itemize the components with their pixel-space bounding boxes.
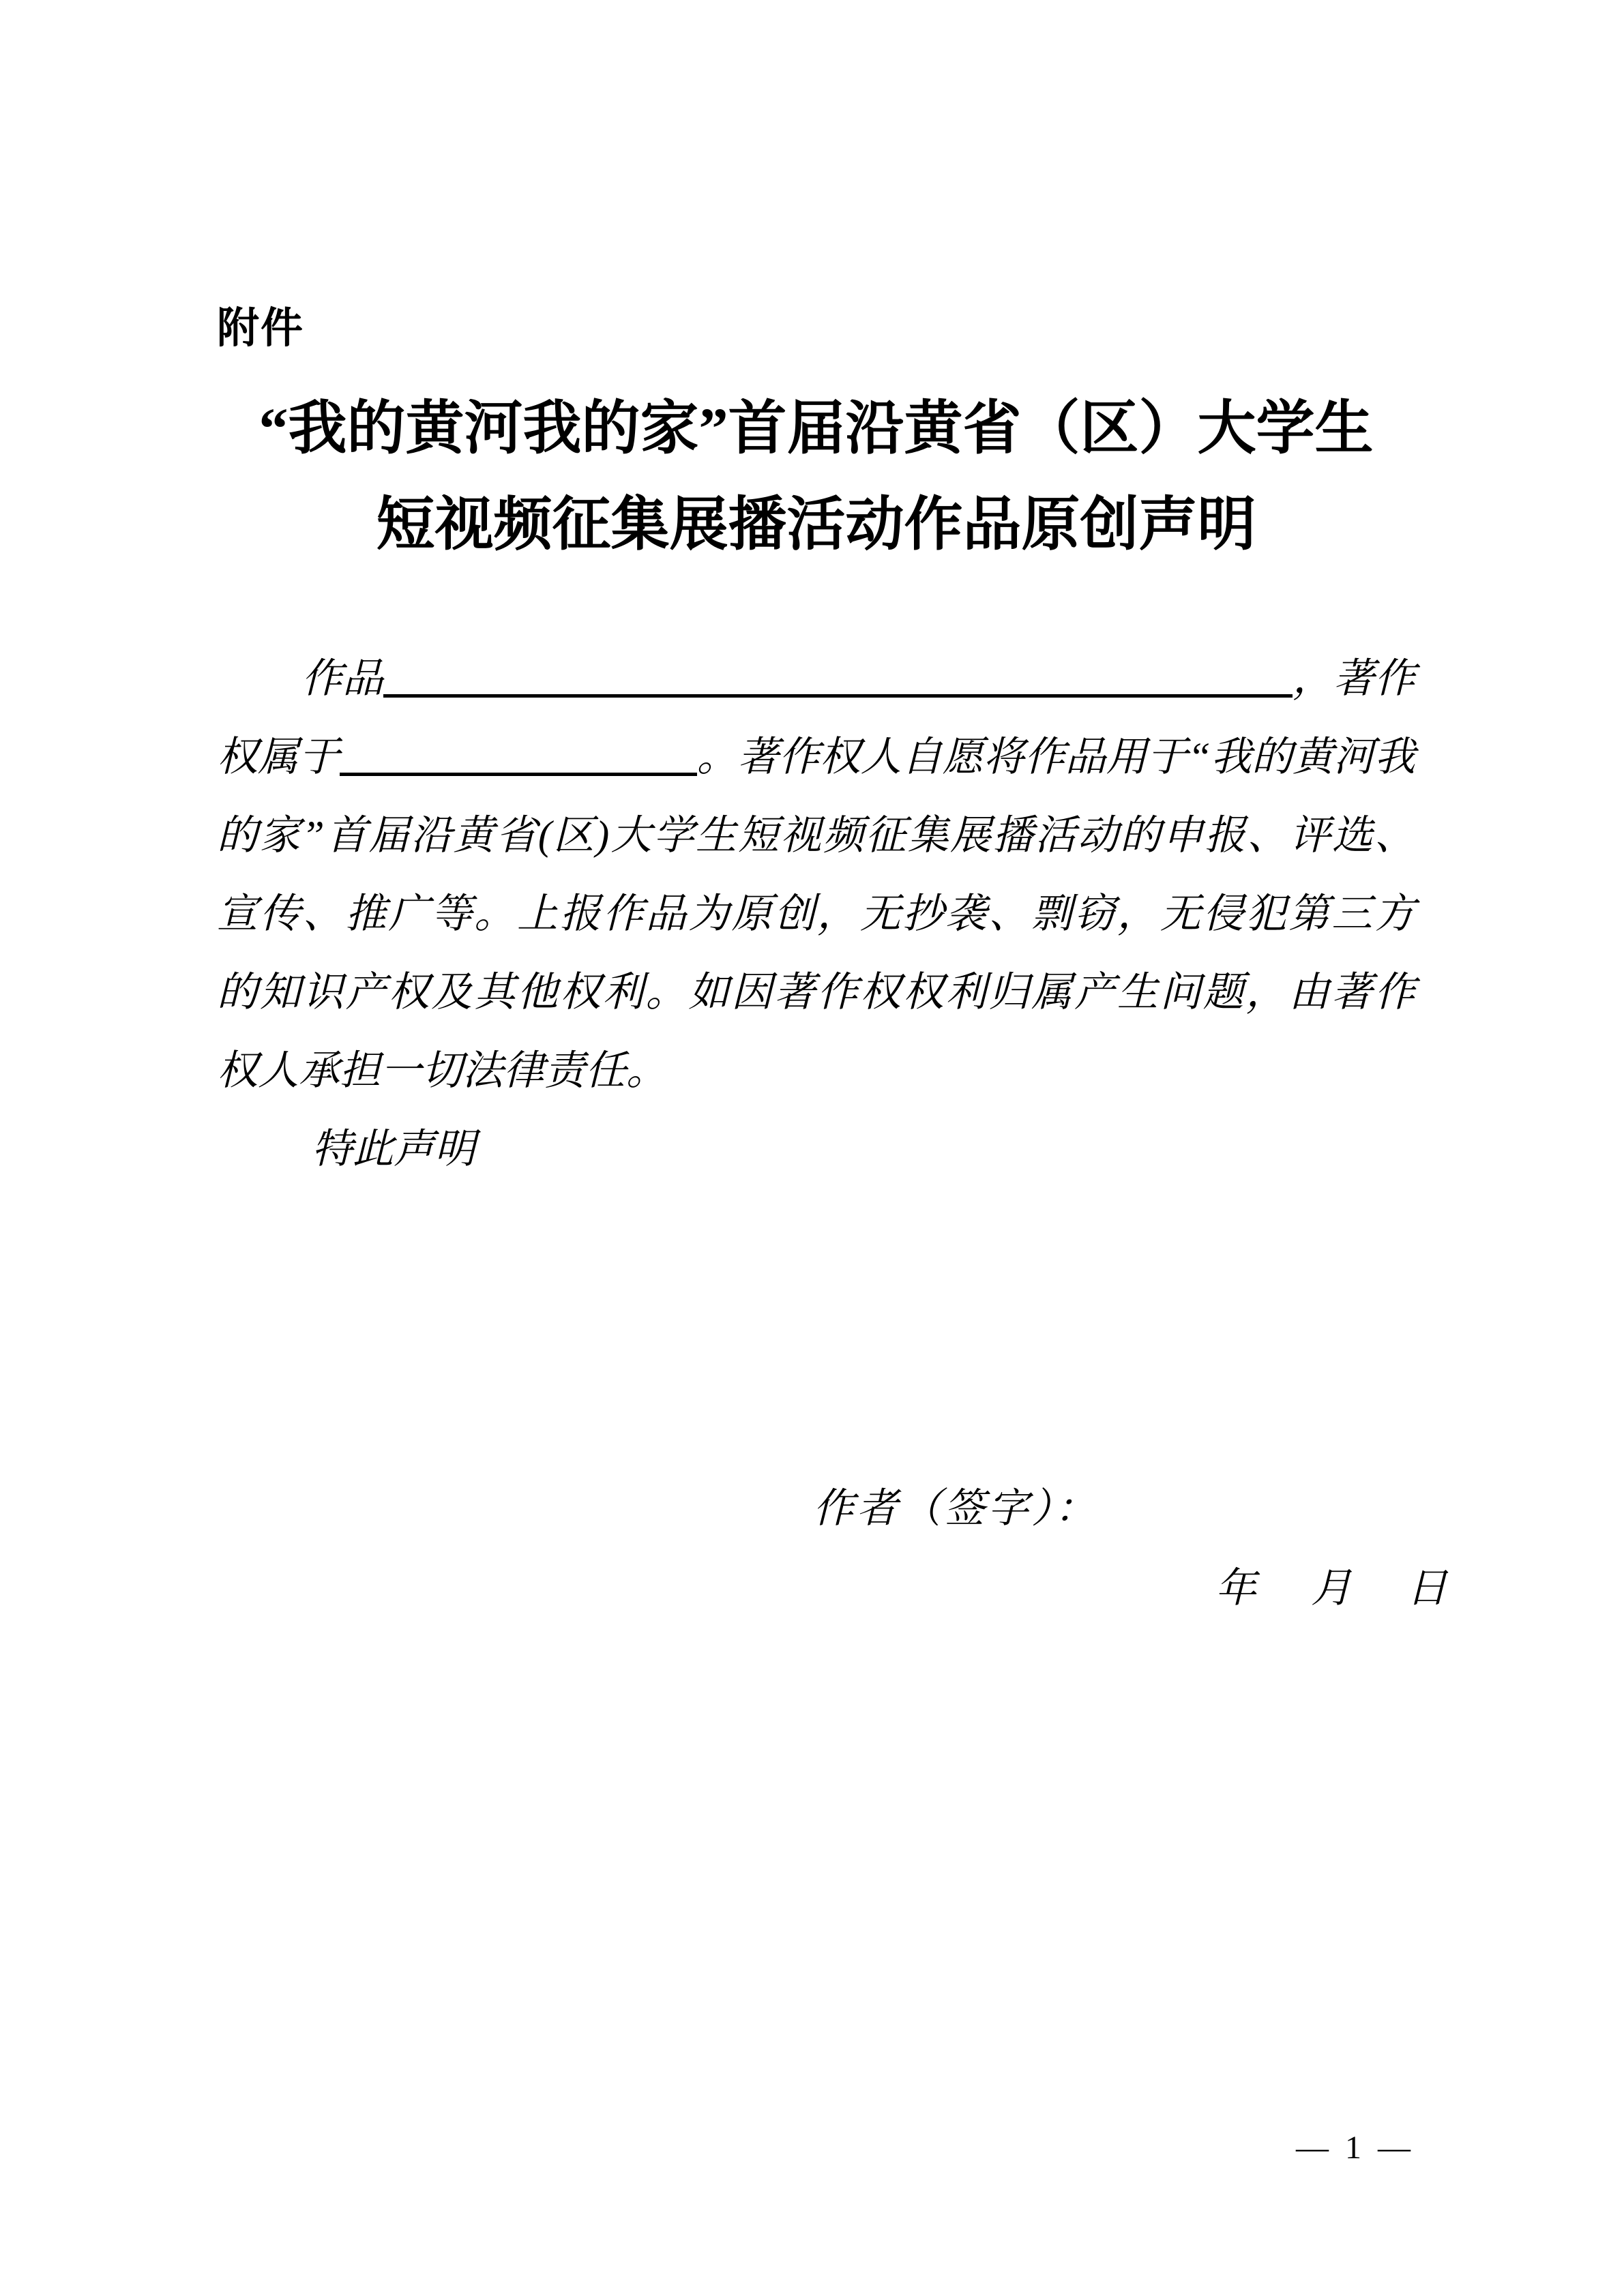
declaration-body (217, 640, 1415, 1189)
attachment-label: 附件 (217, 305, 305, 352)
declaration-line-3: 的家”首届沿黄省(区)大学生短视频征集展播活动的申报、评选、 (217, 813, 1415, 858)
work-title-blank-underline (383, 694, 1293, 698)
declaration-line-5: 的知识产权及其他权利。如因著作权权利归属产生问题，由著作 (217, 970, 1415, 1015)
work-title-prefix: 作品 (301, 656, 383, 701)
closing-statement: 特此声明 (312, 1127, 475, 1172)
page-number: — 1 — (1296, 2130, 1415, 2166)
copyright-owner-blank-underline (340, 773, 697, 776)
declaration-line-4: 宣传、推广等。上报作品为原创，无抄袭、剽窃，无侵犯第三方 (217, 891, 1415, 936)
date-label: 年 月 日 (1215, 1566, 1454, 1611)
declaration-line-1 (217, 640, 1415, 718)
copyright-owner-prefix: 权属于 (217, 734, 340, 779)
document-title-line1: “我的黄河我的家”首届沿黄省（区）大学生 (259, 396, 1374, 461)
declaration-line-2 (217, 718, 1415, 796)
author-signature-label: 作者（签字）： (813, 1486, 1098, 1531)
document-title-line2: 短视频征集展播活动作品原创声明 (376, 492, 1256, 557)
document-title (217, 381, 1415, 573)
copyright-owner-suffix: 。著作权人自愿将作品用于“我的黄河我 (696, 734, 1415, 779)
declaration-line-6: 权人承担一切法律责任。 (217, 1048, 667, 1093)
declaration-closing-line (217, 1110, 1415, 1189)
work-title-suffix: ，著作 (1293, 656, 1415, 701)
